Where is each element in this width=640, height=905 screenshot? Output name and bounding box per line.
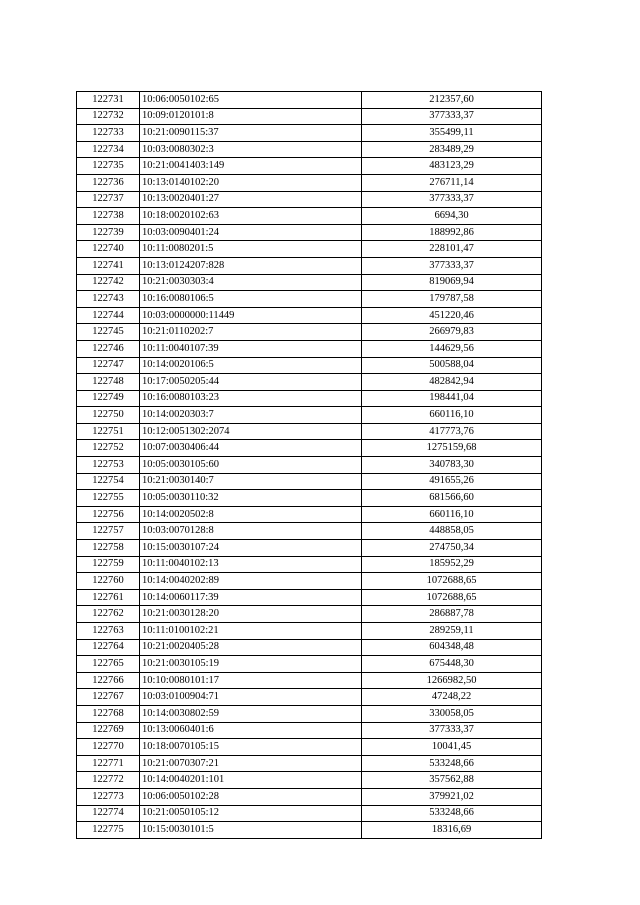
table-row <box>77 556 542 573</box>
amount-cell: 1266982,50 <box>362 672 542 689</box>
record-id-cell: 122761 <box>77 589 140 606</box>
table-row <box>77 307 542 324</box>
table-row <box>77 440 542 457</box>
cadastral-number-cell: 10:07:0030406:44 <box>140 440 362 457</box>
cadastral-number-cell: 10:21:0030128:20 <box>140 606 362 623</box>
amount-cell: 47248,22 <box>362 689 542 706</box>
record-id-cell: 122751 <box>77 423 140 440</box>
record-id-cell: 122766 <box>77 672 140 689</box>
cadastral-number-cell: 10:05:0030110:32 <box>140 490 362 507</box>
cadastral-number-cell: 10:06:0050102:28 <box>140 788 362 805</box>
amount-cell: 357562,88 <box>362 772 542 789</box>
amount-cell: 10041,45 <box>362 739 542 756</box>
cadastral-number-cell: 10:21:0090115:37 <box>140 125 362 142</box>
record-id-cell: 122767 <box>77 689 140 706</box>
table-row <box>77 208 542 225</box>
cadastral-number-cell: 10:03:0080302:3 <box>140 141 362 158</box>
record-id-cell: 122768 <box>77 705 140 722</box>
table-row <box>77 423 542 440</box>
amount-cell: 533248,66 <box>362 755 542 772</box>
table-row <box>77 540 542 557</box>
cadastral-number-cell: 10:14:0030802:59 <box>140 705 362 722</box>
cadastral-number-cell: 10:14:0040202:89 <box>140 573 362 590</box>
cadastral-number-cell: 10:09:0120101:8 <box>140 108 362 125</box>
table-row <box>77 457 542 474</box>
table-row <box>77 822 542 839</box>
table-row <box>77 788 542 805</box>
record-id-cell: 122746 <box>77 340 140 357</box>
amount-cell: 377333,37 <box>362 108 542 125</box>
record-id-cell: 122731 <box>77 92 140 109</box>
amount-cell: 1275159,68 <box>362 440 542 457</box>
cadastral-number-cell: 10:03:0070128:8 <box>140 523 362 540</box>
cadastral-number-cell: 10:18:0020102:63 <box>140 208 362 225</box>
table-row <box>77 141 542 158</box>
cadastral-number-cell: 10:13:0020401:27 <box>140 191 362 208</box>
amount-cell: 6694,30 <box>362 208 542 225</box>
cadastral-number-cell: 10:12:0051302:2074 <box>140 423 362 440</box>
amount-cell: 377333,37 <box>362 191 542 208</box>
cadastral-number-cell: 10:14:0060117:39 <box>140 589 362 606</box>
record-id-cell: 122760 <box>77 573 140 590</box>
amount-cell: 286887,78 <box>362 606 542 623</box>
table-row <box>77 158 542 175</box>
table-row <box>77 357 542 374</box>
record-id-cell: 122757 <box>77 523 140 540</box>
table-row <box>77 506 542 523</box>
table-row <box>77 656 542 673</box>
amount-cell: 212357,60 <box>362 92 542 109</box>
record-id-cell: 122732 <box>77 108 140 125</box>
record-id-cell: 122735 <box>77 158 140 175</box>
cadastral-number-cell: 10:11:0100102:21 <box>140 623 362 640</box>
amount-cell: 340783,30 <box>362 457 542 474</box>
amount-cell: 377333,37 <box>362 257 542 274</box>
record-id-cell: 122749 <box>77 390 140 407</box>
table-row <box>77 257 542 274</box>
table-row <box>77 473 542 490</box>
record-id-cell: 122734 <box>77 141 140 158</box>
table-row <box>77 490 542 507</box>
amount-cell: 198441,04 <box>362 390 542 407</box>
amount-cell: 417773,76 <box>362 423 542 440</box>
record-id-cell: 122744 <box>77 307 140 324</box>
cadastral-number-cell: 10:21:0050105:12 <box>140 805 362 822</box>
cadastral-number-cell: 10:14:0020502:8 <box>140 506 362 523</box>
amount-cell: 18316,69 <box>362 822 542 839</box>
amount-cell: 188992,86 <box>362 224 542 241</box>
table-row <box>77 125 542 142</box>
amount-cell: 500588,04 <box>362 357 542 374</box>
table-row <box>77 224 542 241</box>
cadastral-number-cell: 10:18:0070105:15 <box>140 739 362 756</box>
record-id-cell: 122743 <box>77 291 140 308</box>
table-row <box>77 324 542 341</box>
amount-cell: 483123,29 <box>362 158 542 175</box>
records-table <box>76 91 542 839</box>
table-row <box>77 291 542 308</box>
record-id-cell: 122747 <box>77 357 140 374</box>
cadastral-number-cell: 10:11:0040102:13 <box>140 556 362 573</box>
table-row <box>77 739 542 756</box>
cadastral-number-cell: 10:03:0100904:71 <box>140 689 362 706</box>
table-row <box>77 191 542 208</box>
record-id-cell: 122739 <box>77 224 140 241</box>
table-row <box>77 755 542 772</box>
amount-cell: 491655,26 <box>362 473 542 490</box>
record-id-cell: 122738 <box>77 208 140 225</box>
table-row <box>77 639 542 656</box>
cadastral-number-cell: 10:13:0124207:828 <box>140 257 362 274</box>
amount-cell: 482842,94 <box>362 374 542 391</box>
cadastral-number-cell: 10:16:0080103:23 <box>140 390 362 407</box>
cadastral-number-cell: 10:11:0040107:39 <box>140 340 362 357</box>
cadastral-number-cell: 10:13:0140102:20 <box>140 174 362 191</box>
cadastral-number-cell: 10:14:0020106:5 <box>140 357 362 374</box>
table-row <box>77 573 542 590</box>
cadastral-number-cell: 10:14:0020303:7 <box>140 407 362 424</box>
record-id-cell: 122772 <box>77 772 140 789</box>
record-id-cell: 122773 <box>77 788 140 805</box>
table-row <box>77 407 542 424</box>
cadastral-number-cell: 10:15:0030101:5 <box>140 822 362 839</box>
amount-cell: 228101,47 <box>362 241 542 258</box>
cadastral-number-cell: 10:11:0080201:5 <box>140 241 362 258</box>
record-id-cell: 122752 <box>77 440 140 457</box>
amount-cell: 276711,14 <box>362 174 542 191</box>
amount-cell: 185952,29 <box>362 556 542 573</box>
record-id-cell: 122733 <box>77 125 140 142</box>
table-row <box>77 722 542 739</box>
record-id-cell: 122754 <box>77 473 140 490</box>
cadastral-number-cell: 10:13:0060401:6 <box>140 722 362 739</box>
cadastral-number-cell: 10:15:0030107:24 <box>140 540 362 557</box>
record-id-cell: 122755 <box>77 490 140 507</box>
cadastral-number-cell: 10:05:0030105:60 <box>140 457 362 474</box>
cadastral-number-cell: 10:03:0090401:24 <box>140 224 362 241</box>
record-id-cell: 122762 <box>77 606 140 623</box>
record-id-cell: 122742 <box>77 274 140 291</box>
record-id-cell: 122764 <box>77 639 140 656</box>
cadastral-number-cell: 10:17:0050205:44 <box>140 374 362 391</box>
table-row <box>77 623 542 640</box>
table-row <box>77 705 542 722</box>
amount-cell: 681566,60 <box>362 490 542 507</box>
record-id-cell: 122748 <box>77 374 140 391</box>
amount-cell: 355499,11 <box>362 125 542 142</box>
table-row <box>77 523 542 540</box>
cadastral-number-cell: 10:21:0030105:19 <box>140 656 362 673</box>
table-row <box>77 589 542 606</box>
record-id-cell: 122740 <box>77 241 140 258</box>
amount-cell: 144629,56 <box>362 340 542 357</box>
table-row <box>77 374 542 391</box>
amount-cell: 379921,02 <box>362 788 542 805</box>
records-table-body <box>77 92 542 839</box>
amount-cell: 179787,58 <box>362 291 542 308</box>
table-row <box>77 340 542 357</box>
amount-cell: 1072688,65 <box>362 589 542 606</box>
table-row <box>77 772 542 789</box>
amount-cell: 377333,37 <box>362 722 542 739</box>
amount-cell: 274750,34 <box>362 540 542 557</box>
record-id-cell: 122756 <box>77 506 140 523</box>
table-row <box>77 108 542 125</box>
amount-cell: 448858,05 <box>362 523 542 540</box>
amount-cell: 266979,83 <box>362 324 542 341</box>
cadastral-number-cell: 10:10:0080101:17 <box>140 672 362 689</box>
amount-cell: 819069,94 <box>362 274 542 291</box>
table-row <box>77 672 542 689</box>
record-id-cell: 122753 <box>77 457 140 474</box>
table-row <box>77 174 542 191</box>
amount-cell: 1072688,65 <box>362 573 542 590</box>
amount-cell: 330058,05 <box>362 705 542 722</box>
record-id-cell: 122770 <box>77 739 140 756</box>
cadastral-number-cell: 10:14:0040201:101 <box>140 772 362 789</box>
record-id-cell: 122745 <box>77 324 140 341</box>
cadastral-number-cell: 10:21:0110202:7 <box>140 324 362 341</box>
cadastral-number-cell: 10:21:0030140:7 <box>140 473 362 490</box>
cadastral-number-cell: 10:21:0020405:28 <box>140 639 362 656</box>
record-id-cell: 122765 <box>77 656 140 673</box>
record-id-cell: 122741 <box>77 257 140 274</box>
amount-cell: 660116,10 <box>362 506 542 523</box>
table-row <box>77 92 542 109</box>
record-id-cell: 122775 <box>77 822 140 839</box>
amount-cell: 675448,30 <box>362 656 542 673</box>
record-id-cell: 122763 <box>77 623 140 640</box>
table-row <box>77 805 542 822</box>
amount-cell: 289259,11 <box>362 623 542 640</box>
amount-cell: 451220,46 <box>362 307 542 324</box>
table-row <box>77 606 542 623</box>
amount-cell: 660116,10 <box>362 407 542 424</box>
table-row <box>77 241 542 258</box>
record-id-cell: 122736 <box>77 174 140 191</box>
table-row <box>77 390 542 407</box>
cadastral-number-cell: 10:03:0000000:11449 <box>140 307 362 324</box>
record-id-cell: 122759 <box>77 556 140 573</box>
record-id-cell: 122737 <box>77 191 140 208</box>
record-id-cell: 122758 <box>77 540 140 557</box>
cadastral-number-cell: 10:21:0030303:4 <box>140 274 362 291</box>
record-id-cell: 122774 <box>77 805 140 822</box>
amount-cell: 533248,66 <box>362 805 542 822</box>
amount-cell: 604348,48 <box>362 639 542 656</box>
record-id-cell: 122771 <box>77 755 140 772</box>
table-row <box>77 274 542 291</box>
record-id-cell: 122750 <box>77 407 140 424</box>
record-id-cell: 122769 <box>77 722 140 739</box>
table-row <box>77 689 542 706</box>
cadastral-number-cell: 10:21:0070307:21 <box>140 755 362 772</box>
cadastral-number-cell: 10:21:0041403:149 <box>140 158 362 175</box>
cadastral-number-cell: 10:16:0080106:5 <box>140 291 362 308</box>
amount-cell: 283489,29 <box>362 141 542 158</box>
cadastral-number-cell: 10:06:0050102:65 <box>140 92 362 109</box>
